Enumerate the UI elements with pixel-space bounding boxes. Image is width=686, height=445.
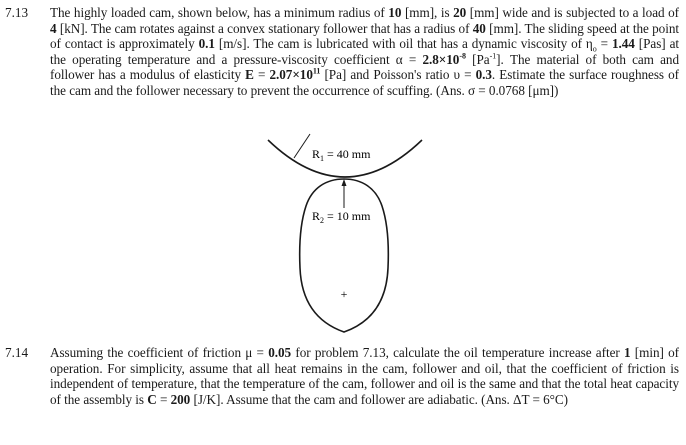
r1-label: $R_1 = 40$ mm — [312, 147, 371, 163]
cam-follower-figure — [250, 128, 450, 338]
text-segment: . Estimate the surface roughness of the cam and the follower necessary to prevent the occurrence of scuffing. (Ans. σ = 0.0768 [μm]) — [50, 67, 679, 98]
r2-label: $R_2 = 10$ mm — [312, 209, 371, 225]
text-segment: 1.44 — [611, 36, 635, 52]
cam-center-mark: + — [340, 287, 348, 301]
text-segment: -8 — [459, 51, 466, 61]
text-segment: -1 — [489, 51, 497, 61]
text-segment: = — [156, 391, 171, 407]
text-segment: E — [245, 67, 254, 83]
text-segment: 0.05 — [268, 345, 292, 360]
text-segment: 2.8×10 — [422, 51, 460, 67]
text-segment: [mm]. The sliding speed at the point of contact is approximately — [50, 20, 679, 52]
text-segment: 0.1 — [198, 36, 215, 52]
text-segment: [mm], is — [401, 5, 454, 20]
text-segment: Assuming the coefficient of friction μ = — [50, 345, 269, 360]
text-segment: 2.07×10 — [269, 67, 313, 83]
text-segment: The highly loaded cam, shown below, has a minimum radius of — [50, 5, 389, 20]
text-segment: 200 — [170, 391, 191, 407]
text-segment: 40 — [472, 20, 486, 36]
problem-number: 7.13 — [5, 5, 29, 20]
text-segment: 11 — [312, 66, 321, 76]
text-segment: 1 — [623, 345, 631, 360]
text-segment: ]. The material of both cam and follower has a modulus of elasticity — [50, 51, 679, 83]
text-segment: for problem 7.13, calculate the oil temperature increase after — [291, 345, 624, 360]
text-segment: 4 — [50, 20, 57, 36]
text-segment: o — [592, 44, 597, 54]
text-segment: = — [253, 67, 270, 83]
r2-arrowhead — [342, 179, 347, 186]
text-segment: [Pa — [465, 51, 490, 67]
text-segment: 0.3 — [475, 67, 492, 83]
cam-follower-diagram — [250, 128, 450, 338]
text-segment: [m/s]. The cam is lubricated with oil that has a dynamic viscosity of η — [214, 36, 593, 52]
text-segment: [J/K]. Assume that the cam and follower are adiabatic. (Ans. ΔT = 6°C) — [190, 391, 568, 407]
problem-number: 7.14 — [5, 345, 29, 360]
text-segment: [Pa] and Poisson's ratio υ = — [320, 67, 476, 83]
text-segment: [Pas] at the operating temperature and a pressure-viscosity coefficient α = — [50, 36, 679, 67]
text-segment: [kN]. The cam rotates against a convex stationary follower that has a radius of — [56, 20, 473, 36]
text-segment: 10 — [388, 5, 402, 20]
text-segment: = — [596, 36, 612, 52]
problem-text — [50, 5, 679, 99]
text-segment: [mm] wide and is subjected to a load of — [466, 5, 679, 20]
problem-text — [50, 345, 679, 407]
text-segment: [min] of operation. For simplicity, assume that all heat remains in the cam, follower and oil, that the coefficient of friction is independent of temperature, that the temperature of the cam, follower and oil is the same and that the total heat capacity of the assembly is — [50, 345, 679, 407]
r1-leader-line — [294, 134, 310, 158]
text-segment: C — [147, 391, 157, 407]
text-segment: 20 — [453, 5, 467, 20]
